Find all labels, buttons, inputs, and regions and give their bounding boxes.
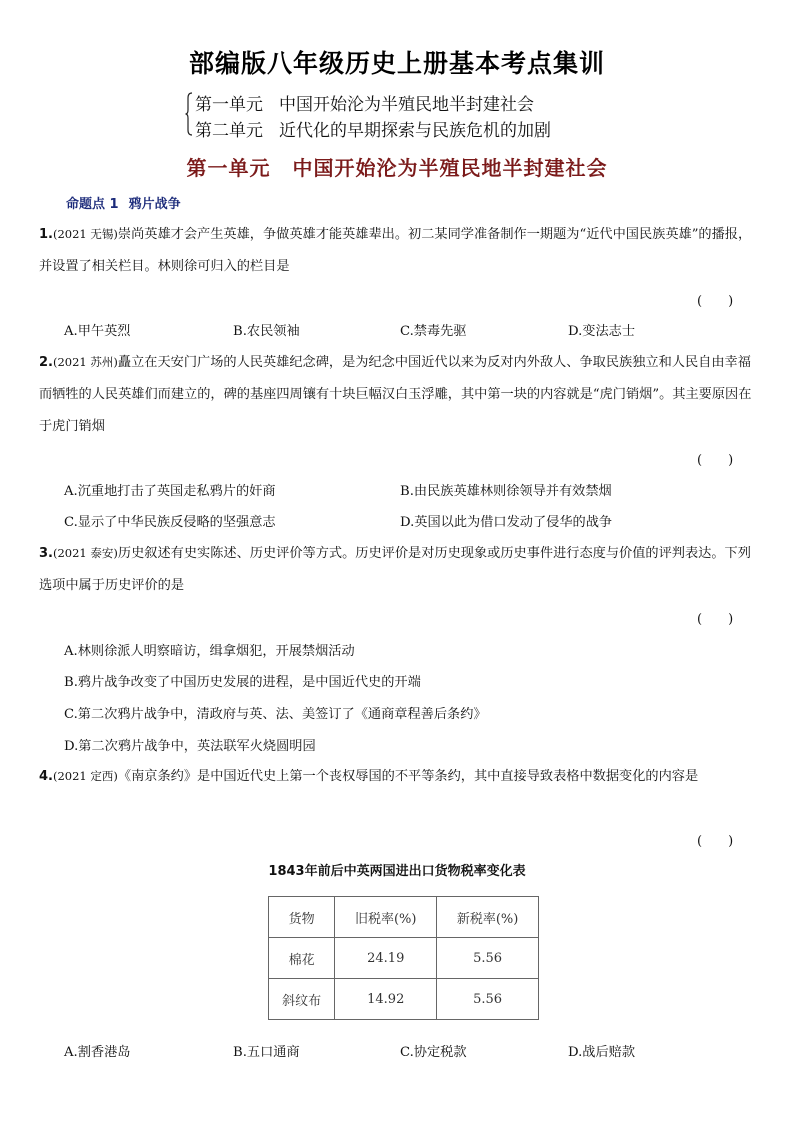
question-number: 2. [39,355,53,370]
table-cell: 5.56 [437,979,539,1020]
option-a: A.沉重地打击了英国走私鸦片的奸商 [64,484,276,499]
question-source: (2021 无锡) [52,227,118,241]
option-a: A.林则徐派人明察暗访，缉拿烟犯，开展禁烟活动 [64,644,355,659]
document-title: 部编版八年级历史上册基本考点集训 [188,49,605,78]
question-number: 4. [39,769,53,784]
topic-heading [66,193,181,212]
topic-name: 鸦片战争 [128,197,181,212]
answer-paren: ( ) [697,453,734,468]
option-d: D.战后赔款 [568,1045,636,1060]
tax-rate-table [268,896,539,1020]
table-cell: 24.19 [335,938,437,979]
question-stem: 历史叙述有史实陈述、历史评价等方式。历史评价是对历史现象或历史事件进行态度与价值的评判表达。下列选项中属于历史评价的是 [39,546,751,593]
table-header-row [269,897,539,938]
question-1 [39,218,759,283]
option-b: B.鸦片战争改变了中国历史发展的进程，是中国近代史的开端 [64,675,421,690]
table-cell: 斜纹布 [269,979,335,1020]
answer-paren: ( ) [697,294,734,309]
table-row [269,979,539,1020]
unit-label: 第一单元 [195,95,263,115]
question-source: (2021 泰安) [52,546,118,560]
question-source: (2021 苏州) [52,355,118,369]
unit-name: 近代化的早期探索与民族危机的加剧 [279,121,551,141]
option-d: D.第二次鸦片战争中，英法联军火烧圆明园 [64,739,316,754]
table-cell: 14.92 [335,979,437,1020]
option-a: A.甲午英烈 [64,324,131,339]
option-d: D.变法志士 [568,324,636,339]
option-d: D.英国以此为借口发动了侵华的战争 [400,515,613,530]
question-4 [39,760,759,793]
table-cell: 5.56 [437,938,539,979]
option-b: B.农民领袖 [233,324,300,339]
table-header-cell: 货物 [269,897,335,938]
question-source: (2021 定西) [52,769,118,783]
answer-paren: ( ) [697,612,734,627]
section-name: 中国开始沦为半殖民地半封建社会 [292,156,608,180]
table-cell: 棉花 [269,938,335,979]
option-b: B.五口通商 [233,1045,300,1060]
option-c: C.显示了中华民族反侵略的坚强意志 [64,515,276,530]
unit-line-2 [195,116,551,141]
section-unit: 第一单元 [186,156,271,180]
unit-line-1 [195,90,534,115]
option-a: A.割香港岛 [64,1045,131,1060]
question-2 [39,346,759,443]
question-3 [39,537,759,602]
question-stem: 矗立在天安门广场的人民英雄纪念碑，是为纪念中国近代以来为反对内外敌人、争取民族独立和人民自由幸福而牺牲的人民英雄们而建立的，碑的基座四周镶有十块巨幅汉白玉浮雕，其中第一块的内容就是“虎门销烟”。其主要原因在于虎门销烟 [39,355,752,434]
option-c: C.禁毒先驱 [400,324,467,339]
table-row [269,938,539,979]
question-number: 1. [39,227,53,242]
question-number: 3. [39,546,53,561]
brace-icon [185,92,193,136]
option-b: B.由民族英雄林则徐领导并有效禁烟 [400,484,612,499]
table-title: 1843年前后中英两国进出口货物税率变化表 [268,864,526,879]
unit-name: 中国开始沦为半殖民地半封建社会 [279,95,534,115]
table-header-cell: 旧税率(%) [335,897,437,938]
question-stem: 《南京条约》是中国近代史上第一个丧权辱国的不平等条约，其中直接导致表格中数据变化的内容是 [117,769,699,784]
unit-label: 第二单元 [195,121,263,141]
answer-paren: ( ) [697,834,734,849]
table-header-cell: 新税率(%) [437,897,539,938]
section-title [0,152,794,181]
question-stem: 崇尚英雄才会产生英雄，争做英雄才能英雄辈出。初二某同学准备制作一期题为“近代中国民族英雄”的播报，并设置了相关栏目。林则徐可归入的栏目是 [39,227,752,274]
topic-label: 命题点 1 [66,197,119,212]
option-c: C.协定税款 [400,1045,467,1060]
option-c: C.第二次鸦片战争中，清政府与英、法、美签订了《通商章程善后条约》 [64,707,487,722]
